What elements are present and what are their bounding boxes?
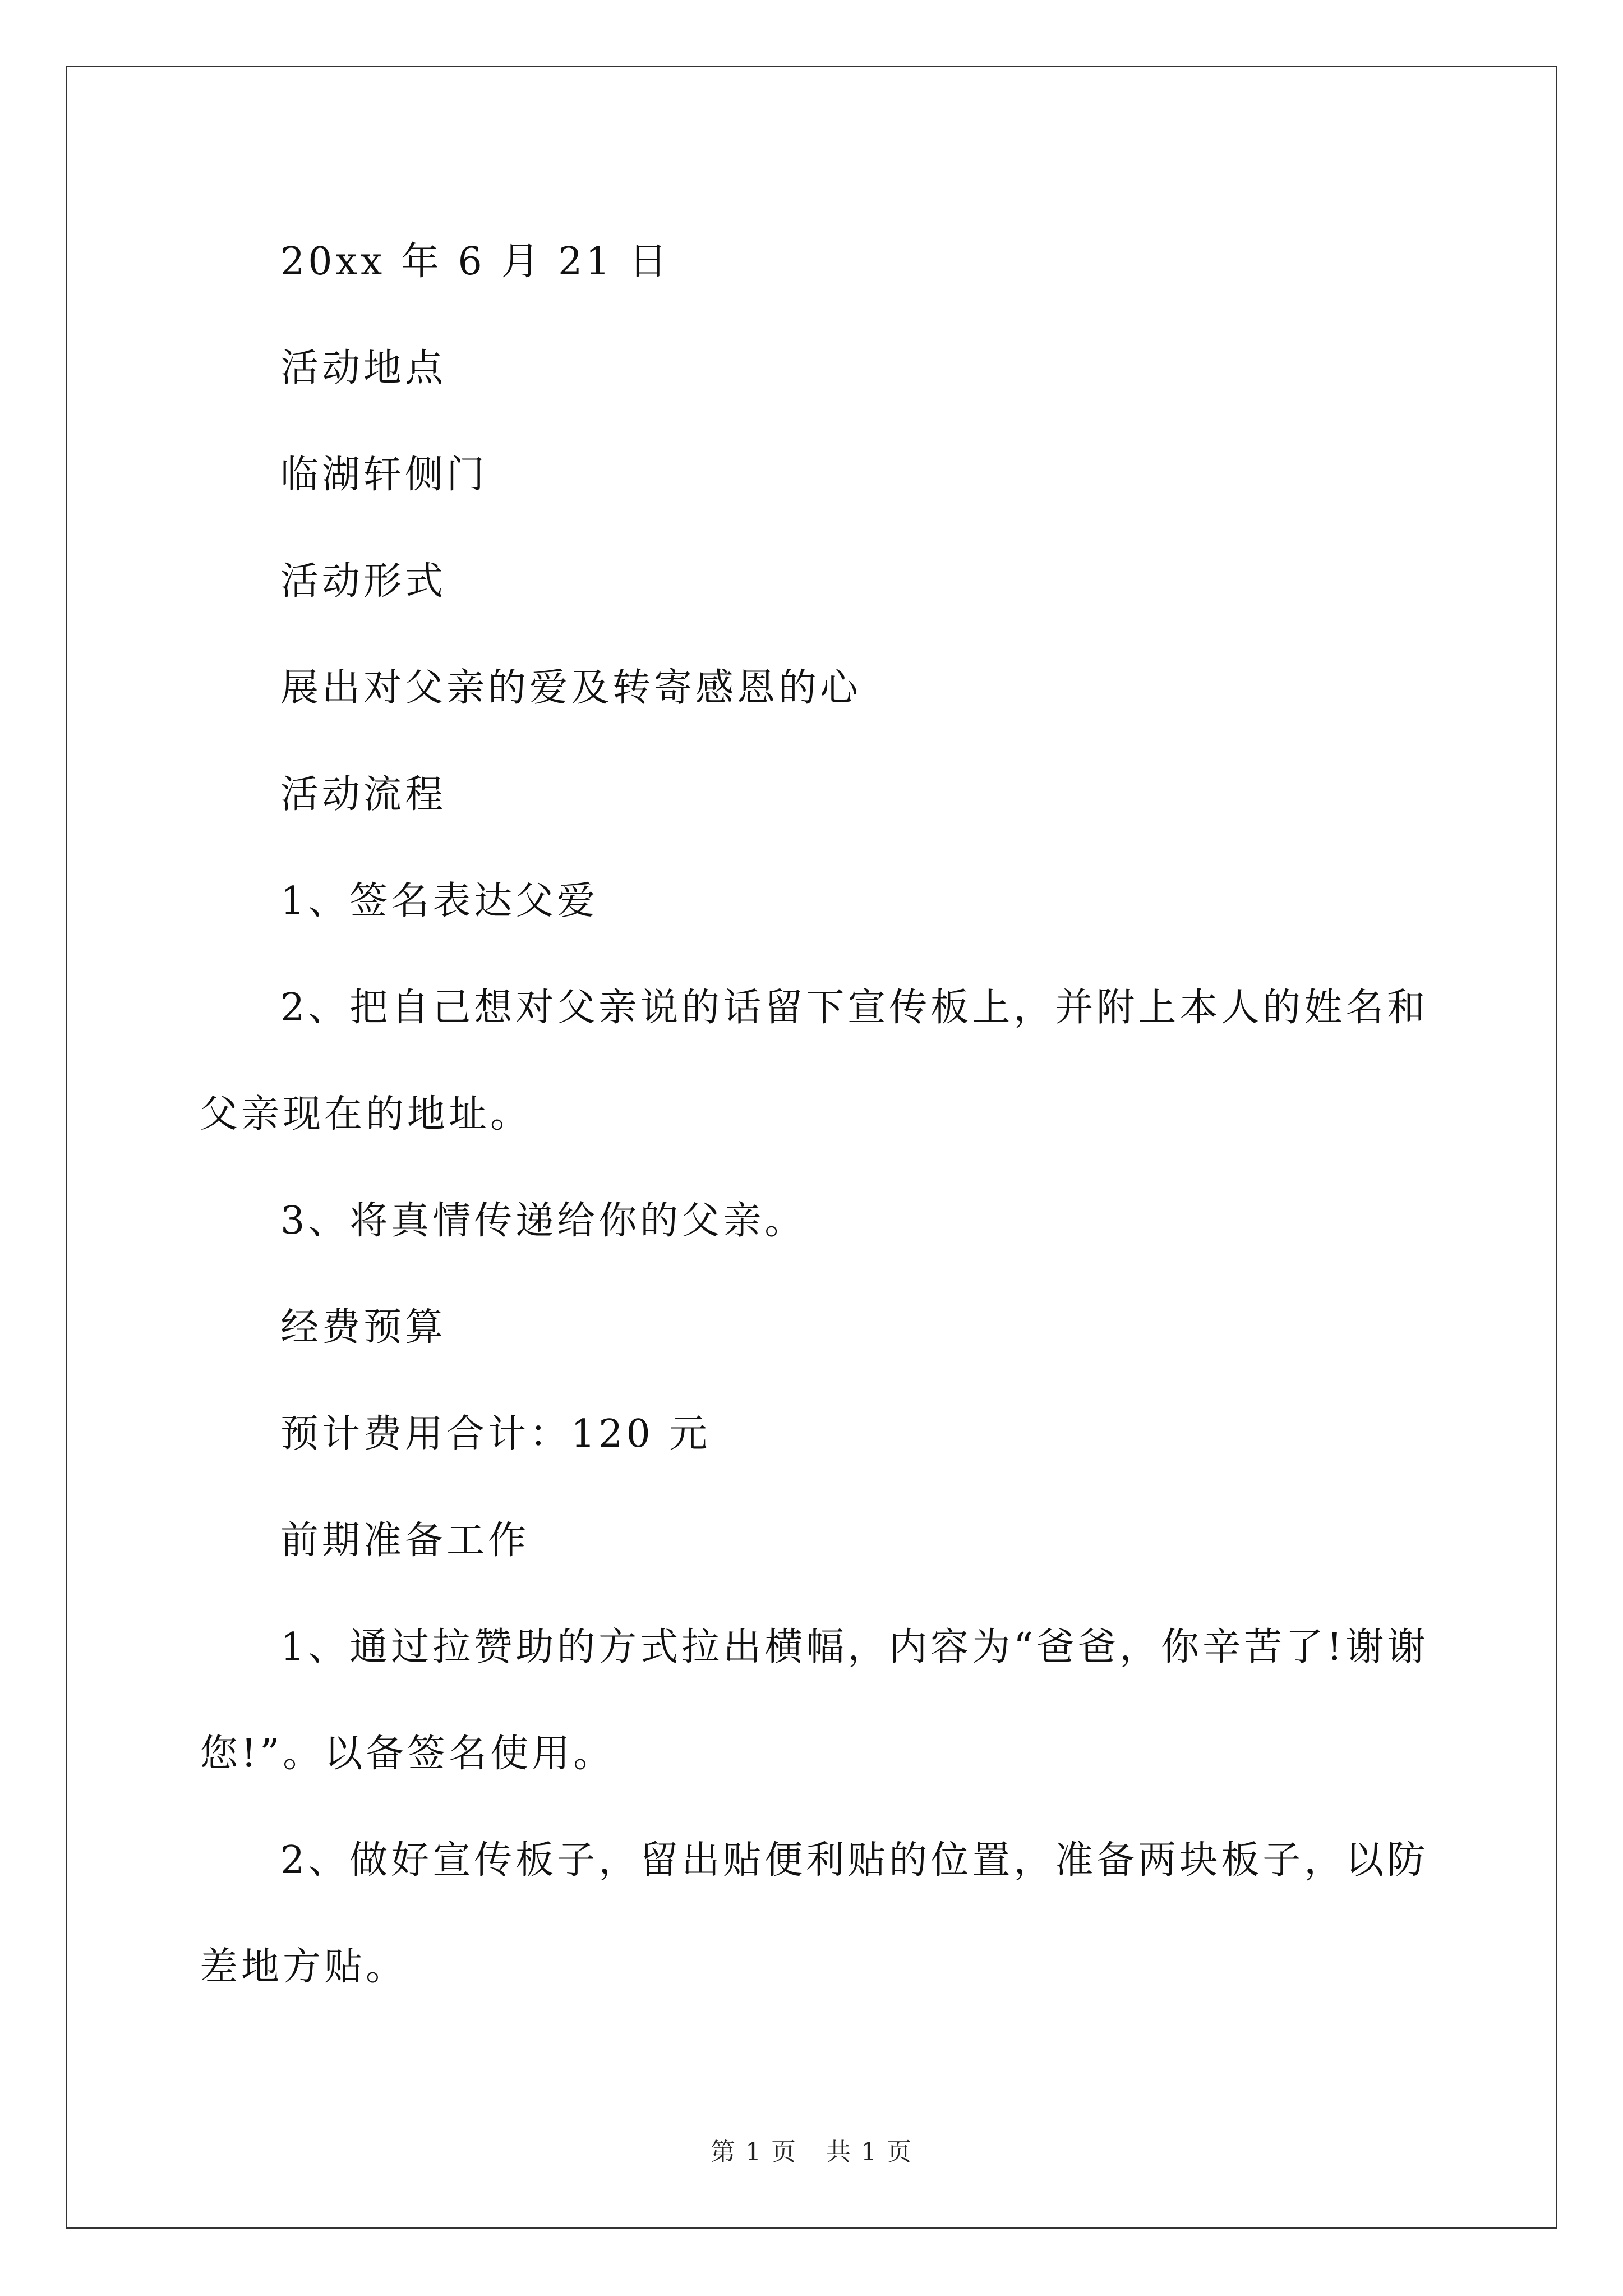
heading-preparation: 前期准备工作: [280, 1519, 530, 1563]
heading-location: 活动地点: [280, 346, 447, 390]
process-step-3: 3、将真情传递给你的父亲。: [280, 1199, 806, 1243]
heading-budget: 经费预算: [280, 1305, 447, 1350]
page-footer: [0, 2132, 1623, 2168]
page-total: 共 1 页: [826, 2138, 912, 2166]
process-step-1: 1、签名表达父爱: [280, 879, 599, 923]
heading-format: 活动形式: [280, 559, 447, 604]
heading-process: 活动流程: [280, 772, 447, 817]
format-text: 展出对父亲的爱及转寄感恩的心: [280, 666, 862, 710]
preparation-step-1: 1、通过拉赞助的方式拉出横幅，内容为“爸爸，你辛苦了!谢谢您!”。以备签名使用。: [200, 1625, 1429, 1776]
preparation-step-2: 2、做好宣传板子，留出贴便利贴的位置，准备两块板子，以防差地方贴。: [200, 1838, 1429, 1989]
page-number: 第 1 页: [711, 2138, 797, 2166]
location-text: 临湖轩侧门: [280, 453, 488, 497]
date-line: 20xx 年 6 月 21 日: [280, 240, 671, 284]
document-body: [200, 209, 1433, 2021]
budget-total: 预计费用合计：120 元: [280, 1412, 711, 1456]
process-step-2: 2、把自己想对父亲说的话留下宣传板上，并附上本人的姓名和父亲现在的地址。: [200, 986, 1429, 1137]
